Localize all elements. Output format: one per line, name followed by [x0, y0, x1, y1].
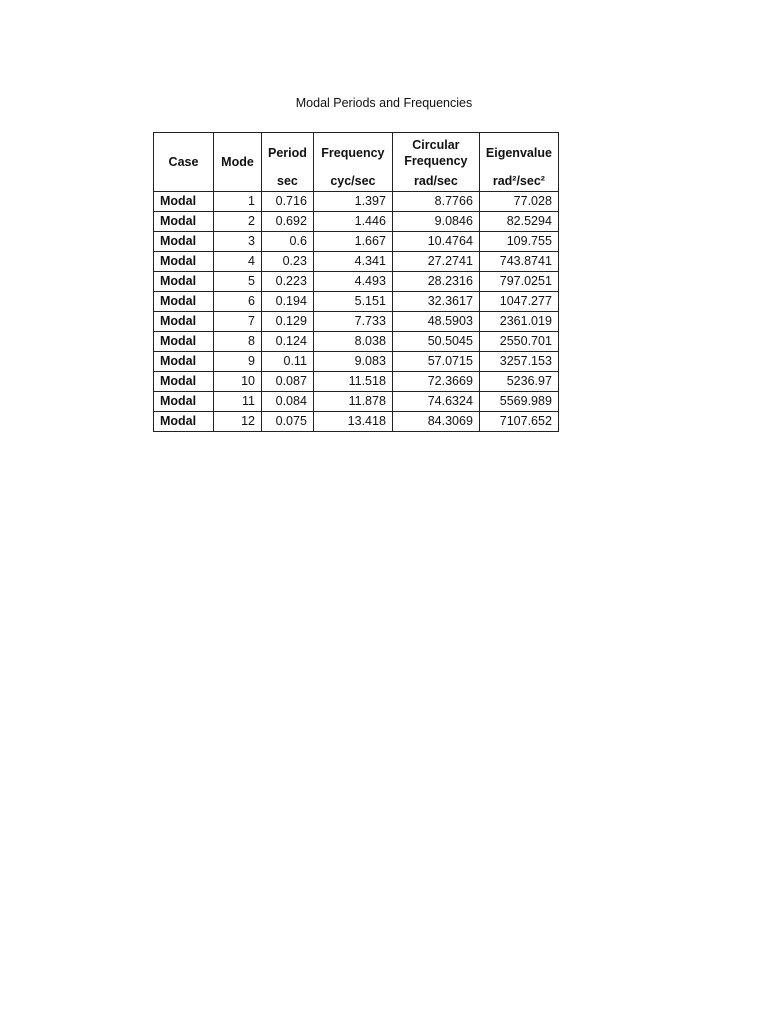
cell-period: 0.075: [262, 412, 314, 432]
cell-mode: 8: [214, 332, 262, 352]
cell-case: Modal: [154, 292, 214, 312]
cell-frequency: 11.878: [313, 392, 392, 412]
cell-frequency: 9.083: [313, 352, 392, 372]
cell-eigenvalue: 2361.019: [479, 312, 558, 332]
cell-frequency: 1.446: [313, 212, 392, 232]
cell-circular-frequency: 9.0846: [392, 212, 479, 232]
header-circular-frequency: [392, 133, 479, 173]
document-title: Modal Periods and Frequencies: [295, 96, 473, 110]
unit-eigenvalue: rad²/sec²: [479, 172, 558, 192]
table-row: [154, 392, 559, 412]
cell-case: Modal: [154, 372, 214, 392]
table-row: [154, 312, 559, 332]
cell-circular-frequency: 27.2741: [392, 252, 479, 272]
cell-frequency: 8.038: [313, 332, 392, 352]
cell-frequency: 11.518: [313, 372, 392, 392]
cell-frequency: 4.493: [313, 272, 392, 292]
unit-frequency: cyc/sec: [313, 172, 392, 192]
cell-mode: 9: [214, 352, 262, 372]
table-body: [154, 192, 559, 432]
cell-case: Modal: [154, 332, 214, 352]
table-row: [154, 212, 559, 232]
cell-circular-frequency: 48.5903: [392, 312, 479, 332]
cell-frequency: 7.733: [313, 312, 392, 332]
table-row: [154, 252, 559, 272]
cell-mode: 7: [214, 312, 262, 332]
unit-circular-frequency: rad/sec: [392, 172, 479, 192]
cell-mode: 4: [214, 252, 262, 272]
header-eigenvalue: Eigenvalue: [479, 133, 558, 173]
cell-mode: 5: [214, 272, 262, 292]
cell-period: 0.6: [262, 232, 314, 252]
cell-frequency: 5.151: [313, 292, 392, 312]
header-mode: Mode: [214, 133, 262, 192]
cell-mode: 12: [214, 412, 262, 432]
cell-frequency: 13.418: [313, 412, 392, 432]
cell-period: 0.084: [262, 392, 314, 412]
cell-case: Modal: [154, 192, 214, 212]
cell-frequency: 1.397: [313, 192, 392, 212]
header-circular-frequency-line2: Frequency: [404, 153, 468, 168]
cell-mode: 11: [214, 392, 262, 412]
cell-eigenvalue: 797.0251: [479, 272, 558, 292]
cell-eigenvalue: 2550.701: [479, 332, 558, 352]
cell-eigenvalue: 109.755: [479, 232, 558, 252]
cell-circular-frequency: 28.2316: [392, 272, 479, 292]
cell-case: Modal: [154, 312, 214, 332]
cell-circular-frequency: 50.5045: [392, 332, 479, 352]
cell-period: 0.23: [262, 252, 314, 272]
table-row: [154, 412, 559, 432]
table-row: [154, 232, 559, 252]
cell-case: Modal: [154, 232, 214, 252]
header-frequency: Frequency: [313, 133, 392, 173]
cell-case: Modal: [154, 272, 214, 292]
cell-frequency: 4.341: [313, 252, 392, 272]
cell-circular-frequency: 8.7766: [392, 192, 479, 212]
cell-eigenvalue: 1047.277: [479, 292, 558, 312]
cell-eigenvalue: 7107.652: [479, 412, 558, 432]
modal-table: [153, 132, 559, 432]
cell-mode: 6: [214, 292, 262, 312]
table-row: [154, 192, 559, 212]
cell-frequency: 1.667: [313, 232, 392, 252]
cell-circular-frequency: 32.3617: [392, 292, 479, 312]
cell-period: 0.087: [262, 372, 314, 392]
cell-case: Modal: [154, 352, 214, 372]
cell-case: Modal: [154, 392, 214, 412]
header-circular-frequency-line1: Circular: [412, 137, 460, 152]
cell-period: 0.692: [262, 212, 314, 232]
cell-period: 0.194: [262, 292, 314, 312]
cell-case: Modal: [154, 252, 214, 272]
cell-period: 0.129: [262, 312, 314, 332]
cell-mode: 10: [214, 372, 262, 392]
cell-period: 0.716: [262, 192, 314, 212]
cell-circular-frequency: 57.0715: [392, 352, 479, 372]
cell-mode: 3: [214, 232, 262, 252]
cell-circular-frequency: 74.6324: [392, 392, 479, 412]
cell-circular-frequency: 10.4764: [392, 232, 479, 252]
cell-eigenvalue: 743.8741: [479, 252, 558, 272]
cell-circular-frequency: 84.3069: [392, 412, 479, 432]
cell-eigenvalue: 5236.97: [479, 372, 558, 392]
table-row: [154, 352, 559, 372]
table-row: [154, 272, 559, 292]
cell-eigenvalue: 3257.153: [479, 352, 558, 372]
cell-circular-frequency: 72.3669: [392, 372, 479, 392]
table-row: [154, 332, 559, 352]
cell-mode: 1: [214, 192, 262, 212]
header-period: Period: [262, 133, 314, 173]
cell-period: 0.11: [262, 352, 314, 372]
table-header-row: [154, 133, 559, 173]
cell-period: 0.124: [262, 332, 314, 352]
unit-period: sec: [262, 172, 314, 192]
cell-eigenvalue: 77.028: [479, 192, 558, 212]
table-row: [154, 292, 559, 312]
cell-period: 0.223: [262, 272, 314, 292]
cell-case: Modal: [154, 412, 214, 432]
cell-eigenvalue: 5569.989: [479, 392, 558, 412]
table-row: [154, 372, 559, 392]
cell-case: Modal: [154, 212, 214, 232]
header-case: Case: [154, 133, 214, 192]
cell-eigenvalue: 82.5294: [479, 212, 558, 232]
cell-mode: 2: [214, 212, 262, 232]
